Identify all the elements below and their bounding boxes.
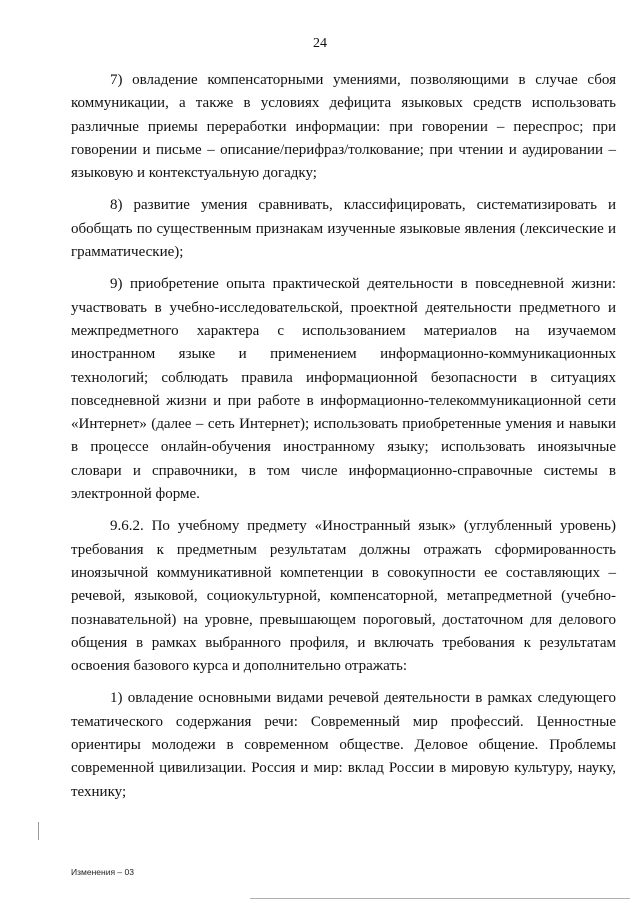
scan-artifact-left (38, 822, 39, 840)
paragraph-item-8: 8) развитие умения сравнивать, классифицировать, систематизировать и обобщать по существенным признакам изученные языковые явления (лексические и грамматические); (71, 197, 616, 261)
paragraph-item-9: 9) приобретение опыта практической деятельности в повседневной жизни: участвовать в учебно-исследовательской, проектной деятельности предметного и межпредметного характера с использованием материалов на изучаемом иностранном языке и применением информационно-коммуникационных технологий; соблюдать правила информационной безопасности в ситуациях повседневной жизни и при работе в информационно-телекоммуникационной сети «Интернет» (далее – сеть Интернет); использовать приобретенные умения и навыки в процессе онлайн-обучения иностранному языку; использовать иноязычные словари и справочники, в том числе информационно-справочные системы в электронной форме. (71, 276, 616, 503)
document-body (71, 69, 616, 813)
page-number: 24 (313, 36, 327, 51)
revision-footer: Изменения – 03 (71, 867, 134, 877)
paragraph-section-9-6-2: 9.6.2. По учебному предмету «Иностранный язык» (углубленный уровень) требования к предметным результатам должны отражать сформированность иноязычной коммуникативной компетенции в совокупности ее составляющих – речевой, языковой, социокультурной, компенсаторной, метапредметной (учебно-познавательной) на уровне, превышающем пороговый, достаточном для делового общения в рамках выбранного профиля, и включать требования к результатам освоения базового курса и дополнительно отражать: (71, 518, 616, 675)
scan-artifact-bottom (250, 898, 630, 899)
paragraph-item-1: 1) овладение основными видами речевой деятельности в рамках следующего тематического содержания речи: Современный мир профессий. Ценностные ориентиры молодежи в современном обществе. Деловое общение. Проблемы современной цивилизации. Россия и мир: вклад России в мировую культуру, науку, технику; (71, 690, 616, 800)
paragraph-item-7: 7) овладение компенсаторными умениями, позволяющими в случае сбоя коммуникации, а также в условиях дефицита языковых средств использовать различные приемы переработки информации: при говорении – переспрос; при говорении и письме – описание/перифраз/толкование; при чтении и аудировании – языковую и контекстуальную догадку; (71, 72, 616, 182)
